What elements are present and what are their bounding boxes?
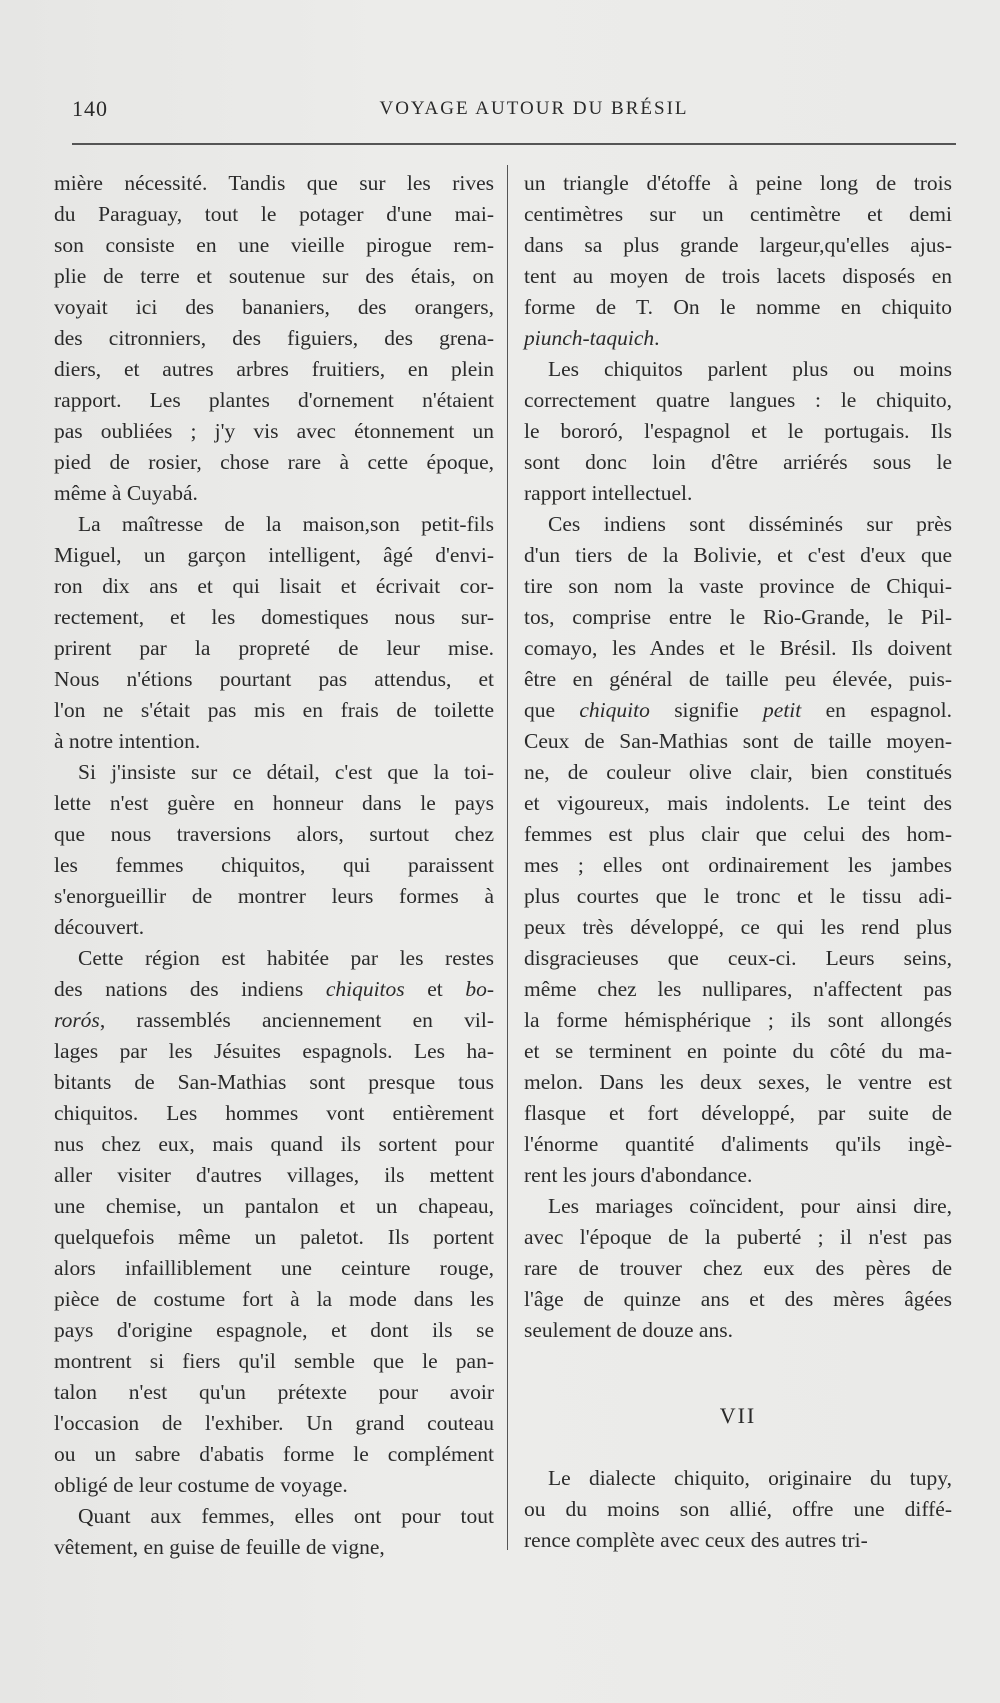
text-line: quelquefois même un paletot. Ils portent [54,1225,494,1249]
page-header [72,96,956,126]
text-line: lages par les Jésuites espagnols. Les ha- [54,1039,494,1063]
text-line: pas oubliées ; j'y vis avec étonnement un [54,419,494,443]
text-line: s'enorgueillir de montrer leurs formes à [54,884,494,908]
paragraph [54,1501,494,1563]
text-line: aller visiter d'autres villages, ils mettent [54,1163,494,1187]
text-line: Cette région est habitée par les restes [78,946,494,970]
text-line: ou du moins son allié, offre une diffé- [524,1497,952,1521]
section-heading: VII [719,1403,757,1428]
text-line: même chez les nullipares, n'affectent pas [524,977,952,1001]
right-column [524,168,952,1346]
text-line: pied de rosier, chose rare à cette époque, [54,450,494,474]
text-line: découvert. [54,915,145,939]
text-line: plie de terre et soutenue sur des étais, on [54,264,494,288]
text-line: mes ; elles ont ordinairement les jambes [524,853,952,877]
text-line: pièce de costume fort à la mode dans les [54,1287,494,1311]
text-line: que chiquito signifie petit en espagnol. [524,698,953,722]
text-line: les femmes chiquitos, qui paraissent [54,853,494,877]
text-line: son consiste en une vieille pirogue rem- [54,233,494,257]
text-line: Le dialecte chiquito, originaire du tupy, [548,1466,952,1490]
text-line: chiquitos. Les hommes vont entièrement [54,1101,494,1125]
paragraph [524,168,952,354]
text-line: Les chiquitos parlent plus ou moins [548,357,952,381]
text-line: seulement de douze ans. [524,1318,733,1342]
text-line: femmes est plus clair que celui des hom- [524,822,952,846]
text-line: Quant aux femmes, elles ont pour tout [78,1504,494,1528]
text-line: ron dix ans et qui lisait et écrivait cor- [54,574,494,598]
text-line: voyait ici des bananiers, des orangers, [54,295,494,319]
text-line: tos, comprise entre le Rio-Grande, le Pil- [524,605,952,629]
text-line: l'énorme quantité d'aliments qu'ils ingè- [524,1132,952,1156]
text-line: sont donc loin d'être arriérés sous le [524,450,952,474]
text-line: comayo, les Andes et le Brésil. Ils doivent [524,636,952,660]
text-line: ne, de couleur olive clair, bien constitués [524,760,952,784]
text-line: dans sa plus grande largeur,qu'elles ajus- [524,233,952,257]
text-line: peux très développé, ce qui les rend plus [524,915,952,939]
text-line: pays d'origine espagnole, et dont ils se [54,1318,494,1342]
section-body [524,1463,952,1556]
paragraph [54,509,494,757]
text-line: obligé de leur costume de voyage. [54,1473,348,1497]
page-number: 140 [72,96,108,121]
text-line: même à Cuyabá. [54,481,198,505]
text-line: Ceux de San-Mathias sont de taille moyen- [524,729,952,753]
text-line: bitants de San-Mathias sont presque tous [54,1070,494,1094]
text-line: rent les jours d'abondance. [524,1163,753,1187]
text-line: et vigoureux, mais indolents. Le teint des [524,791,952,815]
text-line: forme de T. On le nomme en chiquito [524,295,952,319]
text-line: Nous n'étions pourtant pas attendus, et [54,667,494,691]
text-line: Ces indiens sont disséminés sur près [548,512,952,536]
text-line: mière nécessité. Tandis que sur les rives [54,171,494,195]
paragraph [54,757,494,943]
text-line: ou un sabre d'abatis forme le complément [54,1442,494,1466]
text-line: tire son nom la vaste province de Chiqui- [524,574,952,598]
text-line: l'on ne s'était pas mis en frais de toilette [54,698,494,722]
text-line: rectement, et les domestiques nous sur- [54,605,494,629]
paragraph [524,509,952,1191]
text-line: tent au moyen de trois lacets disposés en [524,264,952,288]
text-line: melon. Dans les deux sexes, le ventre est [524,1070,952,1094]
text-line: rapport. Les plantes d'ornement n'étaient [54,388,494,412]
text-line: rapport intellectuel. [524,481,693,505]
text-line: rence complète avec ceux des autres tri- [524,1528,868,1552]
text-line: Miguel, un garçon intelligent, âgé d'envi- [54,543,494,567]
paragraph [54,943,494,1501]
text-line: Les mariages coïncident, pour ainsi dire, [548,1194,952,1218]
paragraph [54,168,494,509]
text-line: la forme hémisphérique ; ils sont allongés [524,1008,952,1032]
text-line: d'un tiers de la Bolivie, et c'est d'eux que [524,543,952,567]
text-line: La maîtresse de la maison,son petit-fils [78,512,494,536]
text-line: disgracieuses que ceux-ci. Leurs seins, [524,946,952,970]
text-line: du Paraguay, tout le potager d'une mai- [54,202,494,226]
text-line: l'âge de quinze ans et des mères âgées [524,1287,952,1311]
text-line: correctement quatre langues : le chiquito, [524,388,952,412]
text-line: le bororó, l'espagnol et le portugais. Ils [524,419,952,443]
text-line: et se terminent en pointe du côté du ma- [524,1039,952,1063]
text-line: des citronniers, des figuiers, des grena- [54,326,494,350]
paragraph [524,1191,952,1346]
text-line: avec l'époque de la puberté ; il n'est pas [524,1225,952,1249]
paragraph [524,354,952,509]
text-line: nus chez eux, mais quand ils sortent pour [54,1132,494,1156]
text-line: alors infailliblement une ceinture rouge, [54,1256,494,1280]
text-line: une chemise, un pantalon et un chapeau, [54,1194,494,1218]
text-line: Si j'insiste sur ce détail, c'est que la toi- [78,760,494,784]
text-line: vêtement, en guise de feuille de vigne, [54,1535,385,1559]
text-line: rare de trouver chez eux des pères de [524,1256,952,1280]
text-line: à notre intention. [54,729,201,753]
text-line: flasque et fort développé, par suite de [524,1101,952,1125]
left-column [54,168,494,1563]
text-line: prirent par la propreté de leur mise. [54,636,494,660]
text-line: rorós, rassemblés anciennement en vil- [54,1008,494,1032]
text-line: plus courtes que le tronc et le tissu adi- [524,884,952,908]
text-line: talon n'est qu'un prétexte pour avoir [54,1380,494,1404]
text-line: des nations des indiens chiquitos et bo- [54,977,494,1001]
running-title: VOYAGE AUTOUR DU BRÉSIL [379,98,689,119]
text-line: être en général de taille peu élevée, puis- [524,667,952,691]
text-line: diers, et autres arbres fruitiers, en plein [54,357,494,381]
paragraph [524,1463,952,1556]
text-line: piunch-taquich. [524,326,660,350]
text-line: l'occasion de l'exhiber. Un grand couteau [54,1411,494,1435]
text-line: que nous traversions alors, surtout chez [54,822,494,846]
column-divider [507,165,508,1550]
text-line: lette n'est guère en honneur dans le pays [54,791,494,815]
text-line: un triangle d'étoffe à peine long de trois [524,171,952,195]
text-line: centimètres sur un centimètre et demi [524,202,952,226]
header-rule [72,143,956,145]
text-line: montrent si fiers qu'il semble que le pan- [54,1349,494,1373]
